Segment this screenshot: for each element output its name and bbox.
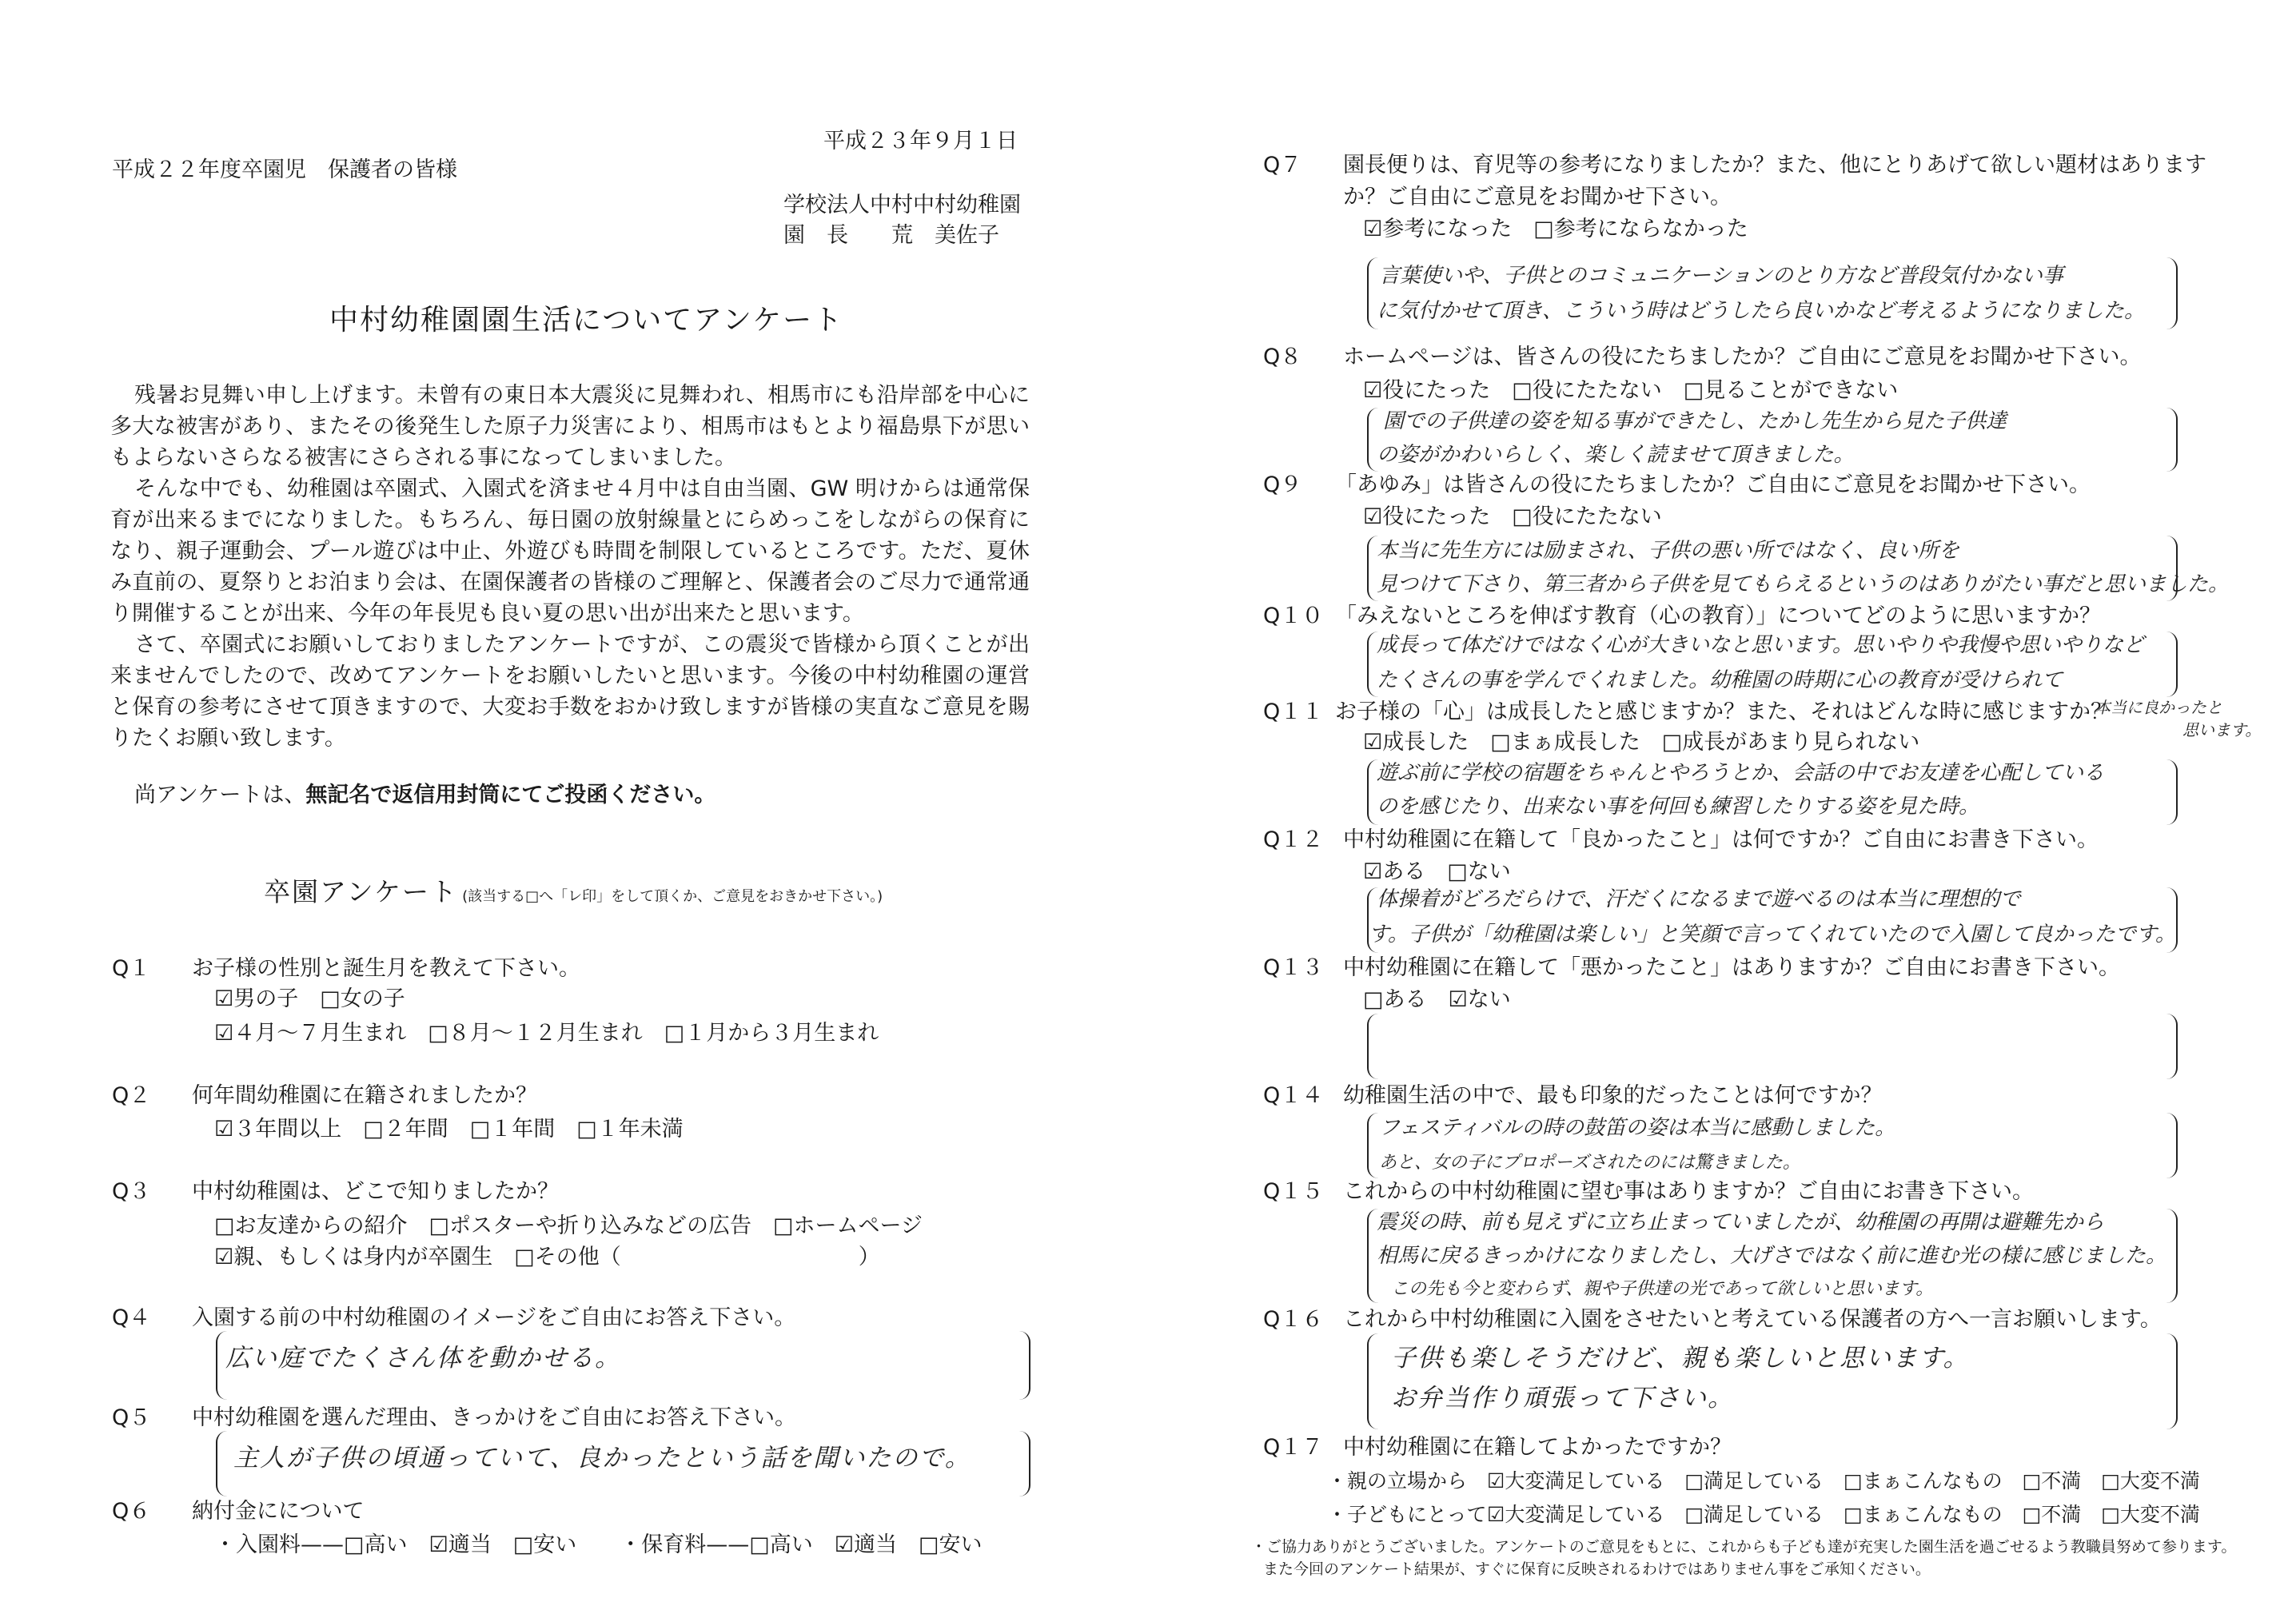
q4-number: Q４: [112, 1305, 151, 1330]
letter-note: [134, 782, 716, 809]
school-name: 学校法人中村中村幼稚園: [783, 193, 1021, 217]
q2-options: ☑３年間以上 □２年間 □１年間 □１年未満: [214, 1117, 684, 1142]
letter-note-prefix: 尚アンケートは、: [134, 783, 306, 807]
letter-title: 中村幼稚園園生活についてアンケート: [329, 304, 844, 337]
q3-options-2: ☑親、もしくは身内が卒園生 □その他（ ）: [214, 1245, 880, 1269]
q15-text: これからの中村幼稚園に望む事はありますか？ご自由にお書き下さい。: [1343, 1179, 2034, 1204]
q10-answer-line2: たくさんの事を学んでくれました。幼稚園の時期に心の教育が受けられて: [1377, 668, 2063, 692]
letter-paragraph-2: そんな中でも、幼稚園は卒園式、入園式を済ませ４月中は自由当園、GW 明けからは通常保育が出来るまでになりました。もちろん、毎日園の放射線量とにらめっこをしながらの保育になり、親子運動会、プール遊びは中止、外遊びも時間を制限しているところです。ただ、夏休み直前の、夏祭りとお泊まり会は、在園保護者の皆様のご理解と、保護者会のご尽力で通常通り開催することが出来、今年の年長児も良い夏の思い出が出来たと思います。: [110, 476, 1030, 626]
survey-footer-line2: また今回のアンケート結果が、すぐに保育に反映されるわけではありません事をご承知ください。: [1263, 1560, 1931, 1578]
survey-title: 卒園アンケート: [264, 876, 459, 907]
principal-name: 園 長 荒 美佐子: [783, 223, 999, 248]
q11-answer-line2: のを感じたり、出来ない事を何回も練習したりする姿を見た時。: [1377, 795, 1980, 819]
q13-text: 中村幼稚園に在籍して「悪かったこと」はありますか？ご自由にお書き下さい。: [1343, 955, 2120, 980]
q7-answer-line1: 言葉使いや、子供とのコミュニケーションのとり方など普段気付かない事: [1379, 264, 2063, 288]
q15-number: Q１５: [1263, 1179, 1324, 1204]
q4-text: 入園する前の中村幼稚園のイメージをご自由にお答え下さい。: [192, 1305, 796, 1330]
q5-number: Q５: [112, 1405, 151, 1430]
q17-text: 中村幼稚園に在籍してよかったですか？: [1343, 1435, 1732, 1460]
letter-addressee: 平成２２年度卒園児 保護者の皆様: [112, 157, 457, 182]
q7-options: ☑参考になった □参考にならなかった: [1363, 217, 1748, 241]
letter-note-bold: 無記名で返信用封筒にてご投函ください。: [305, 783, 716, 807]
q13-options: □ある ☑ない: [1363, 987, 1511, 1012]
q17-row1-options: ☑大変満足している □満足している □まぁこんなもの □不満 □大変不満: [1487, 1469, 2200, 1492]
q9-number: Q９: [1263, 472, 1302, 497]
q16-text: これから中村幼稚園に入園をさせたいと考えている保護者の方へ一言お願いします。: [1343, 1307, 2162, 1332]
q10-number: Q１０: [1263, 604, 1324, 628]
q4-answer: 広い庭でたくさん体を動かせる。: [225, 1344, 621, 1373]
q8-number: Q８: [1263, 345, 1302, 369]
q9-text: 「あゆみ」は皆さんの役にたちましたか？ご自由にご意見をお聞かせ下さい。: [1335, 472, 2091, 497]
q12-answer-line2: す。子供が「幼稚園は楽しい」と笑顔で言ってくれていたので入園して良かったです。: [1369, 923, 2176, 946]
q10-answer-line1: 成長って体だけではなく心が大きいなと思います。思いやりや我慢や思いやりなど: [1377, 633, 2144, 657]
q2-number: Q２: [112, 1083, 151, 1108]
letter-paragraph-1: 残暑お見舞い申し上げます。未曾有の東日本大震災に見舞われ、相馬市にも沿岸部を中心に多大な被害があり、またその後発生した原子力災害により、相馬市はもとより福島県下が思いもよらないさらなる被害にさらされる事になってしまいました。: [110, 383, 1030, 470]
q15-answer-line2: 相馬に戻るきっかけになりましたし、大げさではなく前に進む光の様に感じました。: [1377, 1244, 2167, 1268]
q6-text: 納付金にについて: [192, 1499, 365, 1524]
q1-options-birth: ☑４月〜７月生まれ □８月〜１２月生まれ □１月から３月生まれ: [214, 1021, 879, 1046]
q11-text: お子様の「心」は成長したと感じますか？また、それはどんな時に感じますか？: [1335, 699, 2112, 724]
q3-options-1: □お友達からの紹介 □ポスターや折り込みなどの広告 □ホームページ: [214, 1214, 923, 1238]
q3-text: 中村幼稚園は、どこで知りましたか？: [192, 1179, 559, 1204]
q16-number: Q１６: [1263, 1307, 1324, 1332]
q5-text: 中村幼稚園を選んだ理由、きっかけをご自由にお答え下さい。: [192, 1405, 796, 1430]
q14-text: 幼稚園生活の中で、最も印象的だったことは何ですか？: [1343, 1083, 1883, 1108]
q11-options: ☑成長した □まぁ成長した □成長があまり見られない: [1363, 730, 1920, 755]
q3-number: Q３: [112, 1179, 151, 1204]
q6-number: Q６: [112, 1499, 151, 1524]
q16-answer-line2: お弁当作り頑張って下さい。: [1391, 1384, 1734, 1413]
q12-number: Q１２: [1263, 827, 1324, 852]
q11-margin-note: 本当に良かったと: [2095, 698, 2222, 717]
q2-text: 何年間幼稚園に在籍されましたか？: [192, 1083, 537, 1108]
q17-row2-options: ☑大変満足している □満足している □まぁこんなもの □不満 □大変不満: [1487, 1503, 2200, 1526]
q8-options: ☑役にたった □役にたたない □見ることができない: [1363, 378, 1899, 403]
survey-footer-line1: ・ご協力ありがとうございました。アンケートのご意見をもとに、これからも子ども達が充実した園生活を過ごせるよう教職員努めて参ります。: [1251, 1538, 2237, 1556]
q17-number: Q１７: [1263, 1435, 1324, 1460]
q9-answer-line1: 本当に先生方には励まされ、子供の悪い所ではなく、良い所を: [1377, 539, 1960, 563]
q13-number: Q１３: [1263, 955, 1324, 980]
q11-answer-line1: 遊ぶ前に学校の宿題をちゃんとやろうとか、会話の中でお友達を心配している: [1377, 761, 2105, 785]
q12-text: 中村幼稚園に在籍して「良かったこと」は何ですか？ご自由にお書き下さい。: [1343, 827, 2099, 852]
q9-options: ☑役にたった □役にたたない: [1363, 504, 1662, 529]
q1-number: Q１: [112, 956, 151, 981]
q1-options-gender: ☑男の子 □女の子: [214, 986, 405, 1011]
q15-answer-line1: 震災の時、前も見えずに立ち止まっていましたが、幼稚園の再開は避難先から: [1377, 1210, 2105, 1234]
letter-paragraph-3: さて、卒園式にお願いしておりましたアンケートですが、この震災で皆様から頂くことが出来ませんでしたので、改めてアンケートをお願いしたいと思います。今後の中村幼稚園の運営と保育の参考にさせて頂きますので、大変お手数をおかけ致しますが皆様の実直なご意見を賜りたくお願い致します。: [110, 632, 1030, 751]
q6-options: ・入園料——□高い ☑適当 □安い ・保育料——□高い ☑適当 □安い: [214, 1532, 983, 1557]
q12-answer-line1: 体操着がどろだらけで、汗だくになるまで遊べるのは本当に理想的で: [1377, 887, 2021, 911]
q11-margin-note-2: 思います。: [2182, 720, 2262, 739]
q14-number: Q１４: [1263, 1083, 1324, 1108]
q17-row2-label: ・子どもにとって: [1327, 1503, 1487, 1526]
survey-heading: [264, 871, 883, 909]
q12-options: ☑ある □ない: [1363, 859, 1511, 884]
q16-answer-line1: 子供も楽しそうだけど、親も楽しいと思います。: [1391, 1344, 1970, 1373]
q8-answer-line1: 園での子供達の姿を知る事ができたし、たかし先生から見た子供達: [1383, 409, 2007, 433]
q14-answer-line2: あと、女の子にプロポーズされたのには驚きました。: [1379, 1153, 1800, 1173]
q10-text: 「みえないところを伸ばす教育（心の教育）」についてどのように思いますか？: [1335, 604, 2101, 628]
q11-number: Q１１: [1263, 699, 1324, 724]
q8-text: ホームページは、皆さんの役にたちましたか？ご自由にご意見をお聞かせ下さい。: [1343, 345, 2142, 369]
survey-subtitle: (該当する□へ「レ印」をして頂くか、ご意見をおきかせ下さい。): [462, 888, 883, 905]
q17-row1-label: ・親の立場から: [1327, 1469, 1468, 1492]
letter-date: 平成２３年９月１日: [823, 129, 1018, 153]
q14-answer-line1: フェスティバルの時の鼓笛の姿は本当に感動しました。: [1379, 1116, 1896, 1140]
q7-number: Q７: [1263, 153, 1302, 177]
q8-answer-line2: の姿がかわいらしく、楽しく読ませて頂きました。: [1377, 443, 1855, 467]
q5-answer: 主人が子供の頃通っていて、良かったという話を聞いたので。: [233, 1444, 971, 1473]
q7-text-line1: 園長便りは、育児等の参考になりましたか？また、他にとりあげて欲しい題材はあります: [1343, 153, 2206, 177]
q9-answer-line2: 見つけて下さり、第三者から子供を見てもらえるというのはありがたい事だと思いました。: [1377, 572, 2230, 596]
q7-text-line2: か？ご自由にご意見をお聞かせ下さい。: [1343, 185, 1732, 209]
q13-answer-box: [1367, 1014, 2178, 1079]
q1-text: お子様の性別と誕生月を教えて下さい。: [192, 956, 580, 981]
q7-answer-line2: に気付かせて頂き、こういう時はどうしたら良いかなど考えるようになりました。: [1377, 299, 2145, 323]
q15-answer-line3: この先も今と変わらず、親や子供達の光であって欲しいと思います。: [1391, 1279, 1934, 1299]
